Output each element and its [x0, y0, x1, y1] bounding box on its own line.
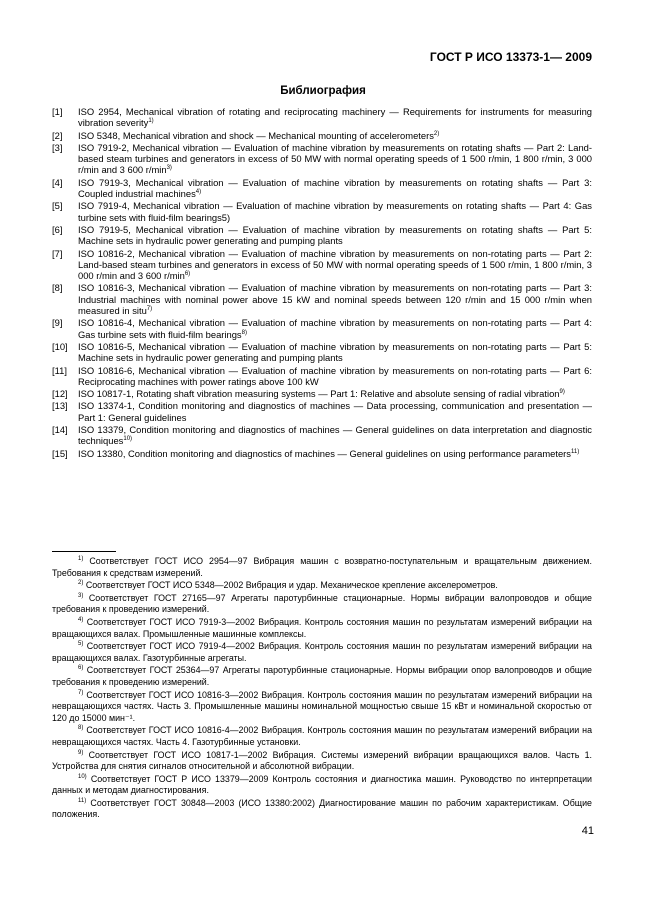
footnote-mark: 2) — [78, 580, 84, 587]
reference-text — [78, 317, 592, 340]
reference-text — [78, 341, 592, 364]
reference-text — [78, 282, 592, 316]
footnote-marker: 7) — [146, 305, 153, 312]
footnote-text: Соответствует ГОСТ ИСО 2954—97 Вибрация машин с возвратно-поступательным и вращательным движением. Требования к средствам измерений. — [52, 556, 592, 578]
footnote-mark: 5) — [78, 641, 84, 648]
reference-number: [14] — [52, 424, 68, 436]
reference-citation: ISO 10816-3, Mechanical vibration — Evaluation of machine vibration by measurements on non-rotating parts — Part 3: Industrial machines with nominal power above 15 kW and nominal speeds between 120 r/min and 15 000 r/min when measured in situ — [78, 282, 592, 317]
reference-citation: ISO 10817-1, Rotating shaft vibration measuring systems — Part 1: Relative and absolute sensing of radial vibration — [78, 388, 560, 400]
reference-citation: ISO 10816-4, Mechanical vibration — Evaluation of machine vibration by measurements on non-rotating parts — Part 4: Gas turbine sets with fluid-film bearings — [78, 317, 592, 340]
reference-text — [78, 388, 592, 399]
footnote-mark: 7) — [78, 689, 84, 696]
footnote-text: Соответствует ГОСТ ИСО 5348—2002 Вибрация и удар. Механическое крепление акселерометров. — [85, 580, 498, 591]
footnote-text: Соответствует ГОСТ ИСО 7919-4—2002 Вибрация. Контроль состояния машин по результатам измерений вибрации на вращающихся валах. Газотурбинные агрегаты. — [52, 641, 592, 663]
footnote-list — [52, 556, 592, 822]
footnote-text: Соответствует ГОСТ ИСО 10816-4—2002 Вибрация. Контроль состояния машин по результатам измерений вибрации на невращающихся частях. Часть 4. Газотурбинные установки. — [52, 725, 593, 747]
reference-citation: ISO 10816-6, Mechanical vibration — Evaluation of machine vibration by measurements on non-rotating parts — Part 6: Reciprocating machines with power ratings above 100 kW — [78, 364, 592, 387]
footnote-mark: 4) — [78, 617, 84, 623]
footnote-item — [52, 556, 592, 579]
reference-number: [7] — [52, 247, 63, 259]
reference-item — [52, 400, 592, 423]
reference-text — [78, 130, 592, 141]
reference-item — [52, 200, 592, 223]
reference-item — [52, 142, 592, 176]
footnote-mark: 8) — [78, 725, 84, 732]
reference-number: [3] — [52, 141, 63, 153]
reference-item — [52, 282, 592, 316]
reference-item — [52, 106, 592, 129]
reference-number: [5] — [52, 200, 63, 212]
footnote-marker: 4) — [195, 188, 202, 195]
reference-text — [78, 365, 592, 388]
footnote-mark: 3) — [78, 592, 84, 599]
reference-text — [78, 106, 592, 129]
reference-citation: ISO 13380, Condition monitoring and diagnostics of machines — General guidelines on using performance parameters — [78, 447, 571, 459]
reference-item — [52, 448, 592, 459]
footnote-mark: 1) — [78, 556, 84, 563]
document-header: ГОСТ Р ИСО 13373-1— 2009 — [429, 50, 592, 64]
reference-text — [78, 448, 592, 459]
reference-text — [78, 248, 592, 282]
footnote-mark: 10) — [78, 773, 87, 780]
footnote-marker: 1) — [148, 118, 154, 125]
reference-text — [78, 177, 592, 200]
reference-citation: ISO 7919-4, Mechanical vibration — Evaluation of machine vibration by measurements on rotating shafts — Part 4: Gas turbine sets with fluid-film bearings5) — [78, 200, 592, 223]
reference-number: [10] — [52, 340, 68, 352]
footnote-item — [52, 580, 592, 592]
reference-citation: ISO 7919-5, Mechanical vibration — Evaluation of machine vibration by measurements on rotating shafts — Part 5: Machine sets in hydraulic power generating and pumping plants — [78, 223, 592, 247]
footnote-item — [52, 798, 592, 821]
footnote-item — [52, 665, 592, 688]
reference-number: [12] — [52, 388, 68, 400]
reference-text — [78, 400, 592, 423]
reference-number: [13] — [52, 400, 68, 412]
reference-text — [78, 142, 592, 176]
footnote-marker: 9) — [559, 389, 565, 395]
footnote-marker: 11) — [571, 448, 580, 455]
footnote-item — [52, 593, 592, 616]
reference-citation: ISO 13379, Condition monitoring and diagnostics of machines — General guidelines on data interpretation and diagnostic techniques — [78, 424, 592, 447]
bibliography-title: Библиография — [280, 85, 366, 97]
footnote-mark: 6) — [78, 665, 84, 672]
reference-number: [9] — [52, 317, 63, 329]
reference-item — [52, 424, 592, 447]
reference-number: [4] — [52, 176, 63, 188]
reference-item — [52, 130, 592, 141]
reference-citation: ISO 2954, Mechanical vibration of rotating and reciprocating machinery — Requirements for instruments for measuring vibration severity — [78, 106, 592, 129]
reference-item — [52, 365, 592, 388]
footnote-marker: 6) — [184, 271, 191, 278]
footnote-mark: 11) — [78, 797, 87, 804]
reference-number: [11] — [52, 364, 67, 376]
reference-item — [52, 177, 592, 200]
footnote-text: Соответствует ГОСТ 30848—2003 (ИСО 13380:2002) Диагностирование машин по рабочим характеристикам. Общие положения. — [52, 797, 592, 820]
reference-item — [52, 224, 592, 247]
footnote-item — [52, 641, 592, 664]
page-number: 41 — [581, 825, 594, 837]
reference-citation: ISO 13374-1, Condition monitoring and diagnostics of machines — Data processing, communication and presentation — Part 1: General guidelines — [78, 400, 592, 423]
footnote-text: Соответствует ГОСТ 25364—97 Агрегаты паротурбинные стационарные. Нормы вибрации опор валопроводов и общие требования к проведению измерений. — [52, 665, 592, 687]
footnote-text: Соответствует ГОСТ ИСО 7919-3—2002 Вибрация. Контроль состояния машин по результатам измерений вибрации на вращающихся валах. Промышленные машинные комплексы. — [52, 616, 592, 639]
footnote-divider — [52, 551, 116, 552]
reference-item — [52, 341, 592, 364]
reference-citation: ISO 10816-5, Mechanical vibration — Evaluation of machine vibration by measurements on non-rotating parts — Part 5: Machine sets in hydraulic power generating and pumping plants — [78, 340, 592, 364]
reference-number: [15] — [52, 447, 68, 459]
reference-citation: ISO 7919-2, Mechanical vibration — Evaluation of machine vibration by measurements on rotating shafts — Part 2: Land-based steam turbines and generators in excess of 50 MW with normal operating speeds of 1 500 r/min, 1 800 r/min, 3 000 r/min and 3 600 r/min — [78, 141, 592, 176]
reference-text — [78, 424, 592, 447]
footnote-marker: 3) — [166, 165, 172, 172]
footnote-text: Соответствует ГОСТ ИСО 10816-3—2002 Вибрация. Контроль состояния машин по результатам измерений вибрации на невращающихся частях. Часть 3. Промышленные машины номинальной мощностью свыше 15 кВт и номинальной скоростью от 120 до 15000 мин⁻¹. — [52, 689, 593, 723]
reference-item — [52, 317, 592, 340]
footnote-text: Соответствует ГОСТ Р ИСО 13379—2009 Контроль состояния и диагностика машин. Руководство по интерпретации данных и методам диагностирования. — [52, 773, 592, 796]
reference-citation: ISO 10816-2, Mechanical vibration — Evaluation of machine vibration by measurements on non-rotating parts — Part 2: Land-based steam turbines and generators in excess of 50 MW with normal operating speeds of 1 500 r/min, 1 800 r/min, 3 000 r/min and 3 600 r/min — [78, 247, 592, 282]
footnote-marker: 2) — [433, 130, 440, 137]
footnote-mark: 9) — [78, 749, 84, 756]
footnote-item — [52, 617, 592, 640]
reference-item — [52, 248, 592, 282]
footnote-marker: 10) — [123, 436, 133, 443]
footnote-text: Соответствует ГОСТ 27165—97 Агрегаты паротурбинные стационарные. Нормы вибрации валопроводов и общие требования к проведению измерений. — [52, 592, 592, 615]
reference-number: [8] — [52, 282, 63, 294]
reference-item — [52, 388, 592, 399]
reference-number: [6] — [52, 223, 63, 235]
reference-list — [52, 106, 592, 460]
reference-citation: ISO 5348, Mechanical vibration and shock — Mechanical mounting of accelerometers — [78, 129, 434, 141]
footnote-item — [52, 774, 592, 797]
footnote-item — [52, 750, 592, 773]
reference-number: [1] — [52, 106, 63, 117]
footnote-item — [52, 725, 592, 748]
footnote-marker: 8) — [241, 329, 247, 336]
reference-text — [78, 224, 592, 247]
reference-text — [78, 200, 592, 223]
reference-citation: ISO 7919-3, Mechanical vibration — Evaluation of machine vibration by measurements on rotating shafts — Part 3: Coupled industrial machines — [78, 176, 592, 200]
footnote-text: Соответствует ГОСТ ИСО 10817-1—2002 Вибрация. Системы измерений вибрации вращающихся валов. Часть 1. Устройства для снятия сигналов относительной и абсолютной вибрации. — [52, 749, 593, 772]
footnote-item — [52, 690, 592, 725]
reference-number: [2] — [52, 129, 63, 141]
